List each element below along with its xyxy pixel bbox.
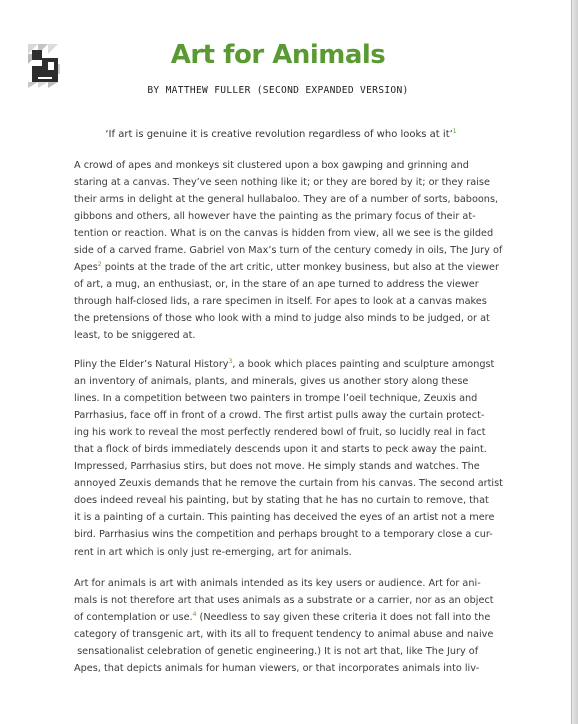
line-text: Pliny the Elder’s Natural History xyxy=(74,359,229,370)
paragraph-line: does indeed reveal his painting, but by stating that he has no curtain to remove, that xyxy=(74,495,489,507)
paragraph-line: side of a carved frame. Gabriel von Max’s turn of the century comedy in oils, The Jury of xyxy=(74,245,503,257)
paragraph-line: Impressed, Parrhasius stirs, but does not move. He simply stands and watches. The xyxy=(74,461,480,473)
paragraph-line: tention or reaction. What is on the canvas is hidden from view, all we see is the gilded xyxy=(74,228,494,240)
paragraph-line: gibbons and others, all however have the painting as the primary focus of their at- xyxy=(74,211,476,223)
paragraph-line: bird. Parrhasius wins the competition and perhaps brought to a temporary close a cur- xyxy=(74,529,493,541)
paragraph-line: category of transgenic art, with its all to frequent tendency to animal abuse and naive xyxy=(74,629,494,641)
paragraph-line: sensationalist celebration of genetic engineering.) It is not art that, like The Jury of xyxy=(74,646,479,658)
paragraph-line: that a flock of birds immediately descends upon it and starts to peck away the paint. xyxy=(74,444,487,456)
paragraph-line xyxy=(74,259,499,276)
paragraph-line: least, to be sniggered at. xyxy=(74,330,196,342)
paragraph-line: Art for animals is art with animals intended as its key users or audience. Art for ani- xyxy=(74,578,481,589)
paragraph-line: annoyed Zeuxis demands that he remove the curtain from his canvas. The second artist xyxy=(74,478,503,490)
paragraph-line: it is a painting of a curtain. This painting has deceived the eyes of an artist not a mere xyxy=(74,512,495,524)
paragraph-line: staring at a canvas. They’ve seen nothing like it; or they are bored by it; or they raise xyxy=(74,177,490,189)
paragraph-line: Parrhasius, face off in front of a crowd. The first artist pulls away the curtain protect- xyxy=(74,410,485,422)
paragraph-line: the pretensions of those who look with a mind to judge also minds to be judged, or at xyxy=(74,313,490,325)
paragraph-3 xyxy=(74,575,494,677)
paragraph-line: of art, a mug, an enthusiast, or, in the stare of an ape turned to address the viewer xyxy=(74,279,479,291)
paragraph-line: mals is not therefore art that uses animals as a substrate or a carrier, nor as an object xyxy=(74,595,494,607)
paragraph-line: through half-closed lids, a rare specimen in itself. For apes to look at a canvas makes xyxy=(74,296,487,308)
footnote-marker[interactable]: 2 xyxy=(97,261,102,269)
epigraph-text: ‘If art is genuine it is creative revolution regardless of who looks at it’ xyxy=(105,129,453,140)
page-edge xyxy=(572,0,578,724)
paragraph-line: rent in art which is only just re-emerging, art for animals. xyxy=(74,546,352,558)
epigraph xyxy=(74,129,488,140)
paragraph-line: an inventory of animals, plants, and minerals, gives us another story along these xyxy=(74,376,469,388)
line-text: of contemplation or use. xyxy=(74,612,193,624)
paragraph-line xyxy=(74,609,490,626)
paragraph-1 xyxy=(74,157,503,345)
line-text: points at the trade of the art critic, utter monkey business, but also at the viewer xyxy=(101,262,499,274)
paragraph-line: A crowd of apes and monkeys sit clustered upon a box gawping and grinning and xyxy=(74,160,469,171)
line-text: Apes xyxy=(74,262,98,274)
footnote-marker[interactable]: 3 xyxy=(228,358,233,365)
line-text: (Needless to say given these criteria it does not fall into the xyxy=(196,612,491,624)
line-text: , a book which places painting and sculpture amongst xyxy=(232,359,495,370)
paragraph-2 xyxy=(74,356,503,561)
article-byline: BY MATTHEW FULLER (SECOND EXPANDED VERSION) xyxy=(147,85,409,96)
epigraph-footnote-marker[interactable]: 1 xyxy=(452,128,457,135)
footnote-marker[interactable]: 4 xyxy=(192,611,197,619)
paragraph-line: ing his work to reveal the most perfectly rendered bowl of fruit, so lucidly real in fact xyxy=(74,427,486,439)
paragraph-line: their arms in delight at the general hullabaloo. They are of a number of sorts, baboons, xyxy=(74,194,499,206)
article-title: Art for Animals xyxy=(170,40,386,70)
paragraph-line xyxy=(74,356,495,373)
paragraph-line: Apes, that depicts animals for human viewers, or that incorporates animals into liv- xyxy=(74,663,480,675)
paragraph-line: lines. In a competition between two painters in trompe l’oeil technique, Zeuxis and xyxy=(74,393,478,405)
